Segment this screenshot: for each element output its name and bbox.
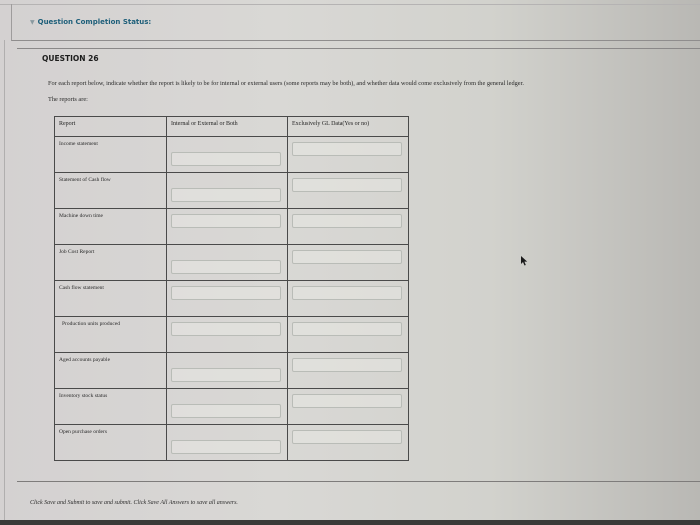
- gl-data-input[interactable]: [292, 322, 402, 336]
- table-row: [55, 173, 409, 209]
- report-name: Machine down time: [59, 213, 103, 219]
- table-row: [55, 209, 409, 245]
- internal-external-input[interactable]: [171, 404, 281, 418]
- internal-external-input[interactable]: [171, 322, 281, 336]
- gl-data-input[interactable]: [292, 142, 402, 156]
- internal-external-input[interactable]: [171, 440, 281, 454]
- internal-external-input[interactable]: [171, 188, 281, 202]
- panel-left-border: [4, 40, 5, 525]
- window-bottom-edge: [0, 520, 700, 525]
- header-report: Report: [55, 117, 167, 137]
- report-name: Inventory stock status: [59, 393, 108, 399]
- question-completion-status-label: Question Completion Status:: [37, 18, 152, 26]
- save-instructions: Click Save and Submit to save and submit. Click Save All Answers to save all answers.: [30, 500, 238, 506]
- report-name: Statement of Cash flow: [59, 177, 111, 183]
- gl-data-input[interactable]: [292, 214, 402, 228]
- caret-down-icon: ▼: [30, 18, 35, 26]
- gl-data-input[interactable]: [292, 250, 402, 264]
- report-name: Open purchase orders: [59, 429, 107, 435]
- gl-data-input[interactable]: [292, 394, 402, 408]
- table-row: [55, 317, 409, 353]
- internal-external-input[interactable]: [171, 214, 281, 228]
- internal-external-input[interactable]: [171, 286, 281, 300]
- report-name: Cash flow statement: [59, 285, 104, 291]
- reports-label: The reports are:: [48, 96, 88, 103]
- table-row: [55, 137, 409, 173]
- internal-external-input[interactable]: [171, 368, 281, 382]
- question-title: QUESTION 26: [42, 54, 99, 63]
- table-row: [55, 389, 409, 425]
- table-row: [55, 353, 409, 389]
- internal-external-input[interactable]: [171, 260, 281, 274]
- question-completion-status-bar: [11, 4, 700, 41]
- reports-table-container: [54, 116, 409, 461]
- report-name: Aged accounts payable: [59, 357, 111, 363]
- table-header-row: [55, 117, 409, 137]
- question-instruction: For each report below, indicate whether the report is likely to be for internal or external users (some reports may be both), and whether data would come exclusively from the general ledger.: [48, 80, 524, 87]
- header-gl-data: Exclusively GL Data(Yes or no): [288, 117, 409, 137]
- gl-data-input[interactable]: [292, 430, 402, 444]
- reports-table: [54, 116, 409, 461]
- table-row: [55, 245, 409, 281]
- gl-data-input[interactable]: [292, 358, 402, 372]
- gl-data-input[interactable]: [292, 286, 402, 300]
- table-row: [55, 425, 409, 461]
- question-completion-status-toggle[interactable]: [30, 18, 151, 26]
- report-name: Job Cost Report: [59, 249, 95, 255]
- table-row: [55, 281, 409, 317]
- question-panel-divider: [17, 48, 700, 49]
- report-name: Income statement: [59, 141, 98, 147]
- report-name: Production units produced: [62, 321, 121, 327]
- internal-external-input[interactable]: [171, 152, 281, 166]
- header-internal-external: Internal or External or Both: [167, 117, 288, 137]
- gl-data-input[interactable]: [292, 178, 402, 192]
- footer-divider: [17, 481, 700, 482]
